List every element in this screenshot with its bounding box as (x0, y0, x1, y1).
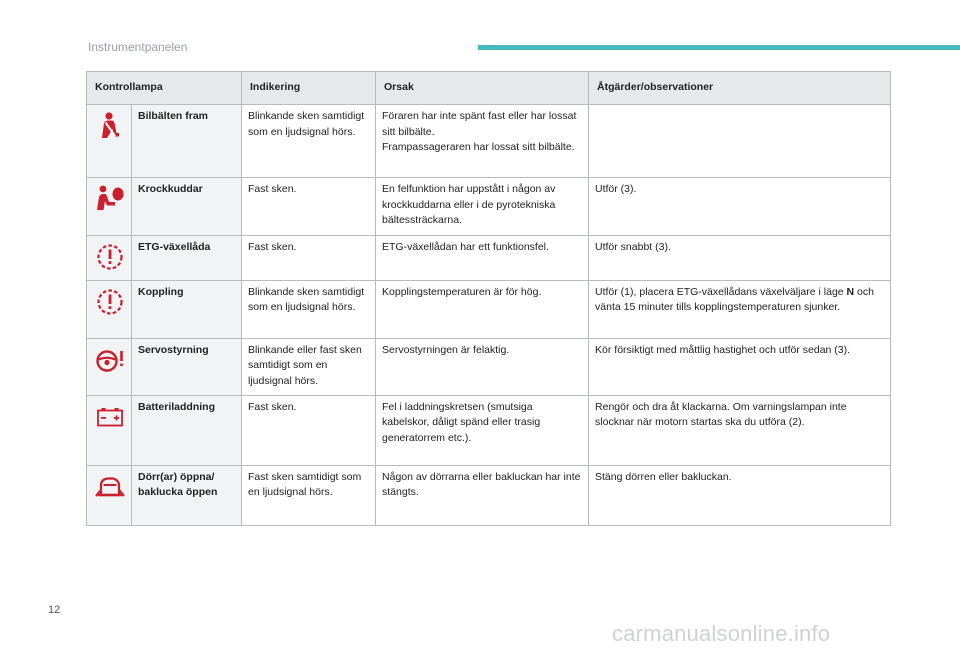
indication-cell: Blinkande eller fast sken samtidigt som en ljudsignal hörs. (242, 338, 376, 395)
lamp-name: Krockkuddar (132, 178, 242, 236)
lamp-name: Batteriladdning (132, 395, 242, 465)
column-header: Orsak (376, 72, 589, 105)
cause-cell: Servostyrningen är felaktig. (376, 338, 589, 395)
indication-cell: Fast sken. (242, 395, 376, 465)
action-cell: Rengör och dra åt klackarna. Om varningslampan inte slocknar när motorn startas ska du utföra (2). (589, 395, 891, 465)
action-cell: Stäng dörren eller bakluckan. (589, 465, 891, 525)
table-row (87, 280, 891, 338)
warning-lamps-table (86, 71, 891, 526)
table-row (87, 236, 891, 281)
clutch-warning-icon (93, 285, 127, 319)
lamp-name: Servostyrning (132, 338, 242, 395)
cause-cell: Fel i laddningskretsen (smutsiga kabelskor, dåligt spänd eller trasig generatorrem etc.). (376, 395, 589, 465)
action-cell: Utför (3). (589, 178, 891, 236)
table-row (87, 395, 891, 465)
column-header: Kontrollampa (87, 72, 242, 105)
indication-cell: Fast sken. (242, 178, 376, 236)
watermark: carmanualsonline.info (612, 621, 831, 646)
seatbelt-icon (93, 109, 127, 143)
column-header: Åtgärder/observationer (589, 72, 891, 105)
table-header-row (87, 72, 891, 105)
action-cell: Kör försiktigt med måttlig hastighet och utför sedan (3). (589, 338, 891, 395)
action-cell: Utför snabbt (3). (589, 236, 891, 281)
cause-cell: Föraren har inte spänt fast eller har lossat sitt bilbälte. Frampassageraren har lossat sitt bilbälte. (376, 105, 589, 178)
cause-cell: ETG-växellådan har ett funktionsfel. (376, 236, 589, 281)
section-accent-bar (478, 45, 960, 50)
lamp-name: Dörr(ar) öppna/ baklucka öppen (132, 465, 242, 525)
door-open-icon (93, 470, 127, 504)
section-title: Instrumentpanelen (88, 40, 188, 54)
table-row (87, 105, 891, 178)
table-row (87, 465, 891, 525)
steering-warning-icon (93, 343, 127, 377)
indication-cell: Blinkande sken samtidigt som en ljudsignal hörs. (242, 280, 376, 338)
lamp-name: Bilbälten fram (132, 105, 242, 178)
table-row (87, 338, 891, 395)
action-cell (589, 105, 891, 178)
table-row (87, 178, 891, 236)
action-cell (589, 280, 891, 338)
indication-cell: Fast sken. (242, 236, 376, 281)
action-text: Utför (1), placera ETG-växellådans växelväljare i läge (595, 285, 847, 298)
airbag-icon (93, 182, 127, 216)
gear-position-n: N (846, 285, 855, 298)
battery-icon (93, 400, 127, 434)
lamp-name: Koppling (132, 280, 242, 338)
action-text: och vänta 15 minuter tills kopplingstemperaturen sjunker. (595, 285, 874, 313)
gearbox-warning-icon (93, 240, 127, 274)
cause-cell: Någon av dörrarna eller bakluckan har inte stängts. (376, 465, 589, 525)
cause-cell: En felfunktion har uppstått i någon av krockkuddarna eller i de pyrotekniska bältessträckarna. (376, 178, 589, 236)
column-header: Indikering (242, 72, 376, 105)
page-number: 12 (48, 604, 61, 616)
indication-cell: Blinkande sken samtidigt som en ljudsignal hörs. (242, 105, 376, 178)
cause-cell: Kopplingstemperaturen är för hög. (376, 280, 589, 338)
lamp-name: ETG-växellåda (132, 236, 242, 281)
indication-cell: Fast sken samtidigt som en ljudsignal hörs. (242, 465, 376, 525)
